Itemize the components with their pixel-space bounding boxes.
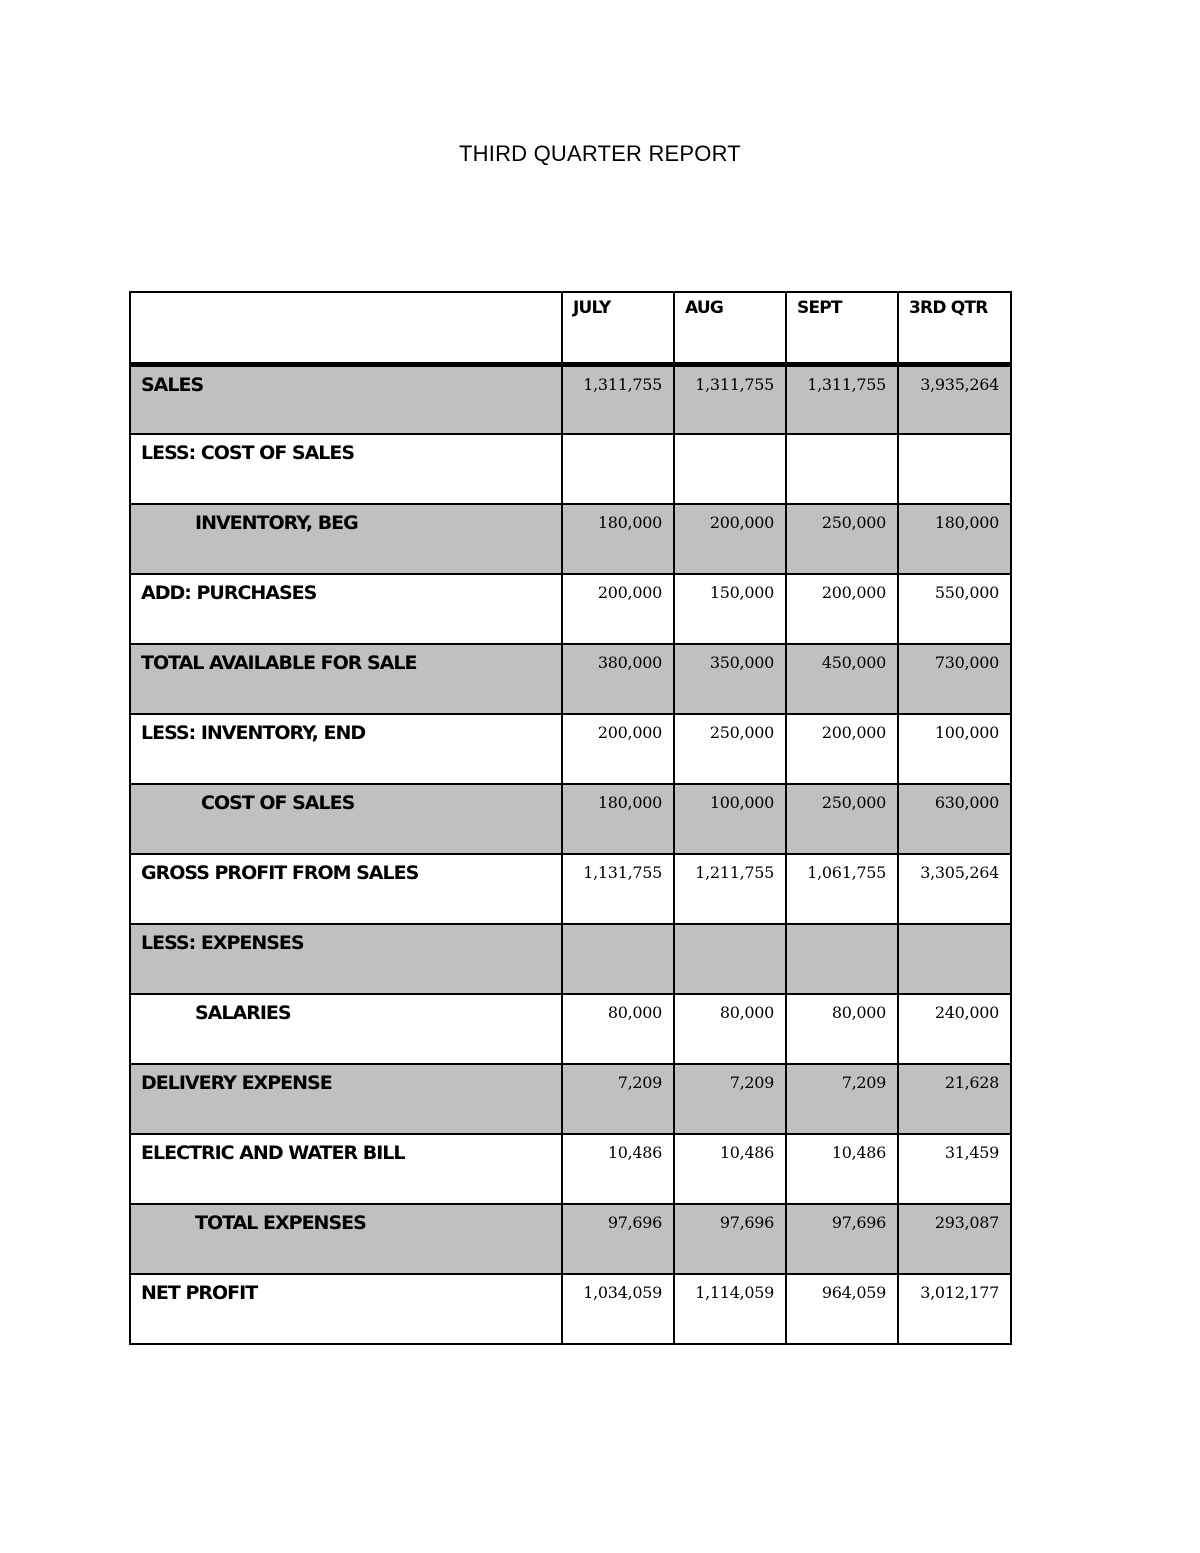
row-label: INVENTORY, BEG xyxy=(130,504,562,574)
row-label: LESS: EXPENSES xyxy=(130,924,562,994)
row-label: TOTAL AVAILABLE FOR SALE xyxy=(130,644,562,714)
row-label: ELECTRIC AND WATER BILL xyxy=(130,1134,562,1204)
row-label: ADD: PURCHASES xyxy=(130,574,562,644)
cell-july: 10,486 xyxy=(562,1134,674,1204)
cell-aug: 80,000 xyxy=(674,994,786,1064)
row-salaries xyxy=(130,994,1011,1064)
cell-3rd-qtr: 550,000 xyxy=(898,574,1011,644)
row-net-profit xyxy=(130,1274,1011,1344)
cell-july: 97,696 xyxy=(562,1204,674,1274)
cell-sept xyxy=(786,434,898,504)
cell-3rd-qtr: 293,087 xyxy=(898,1204,1011,1274)
row-add-purchases xyxy=(130,574,1011,644)
cell-3rd-qtr: 3,012,177 xyxy=(898,1274,1011,1344)
cell-sept: 1,061,755 xyxy=(786,854,898,924)
cell-sept: 97,696 xyxy=(786,1204,898,1274)
row-label: TOTAL EXPENSES xyxy=(130,1204,562,1274)
cell-july xyxy=(562,434,674,504)
header-cell-3rd-qtr: 3RD QTR xyxy=(898,292,1011,364)
cell-sept xyxy=(786,924,898,994)
row-sales xyxy=(130,364,1011,434)
page-title: THIRD QUARTER REPORT xyxy=(459,141,741,166)
cell-sept: 964,059 xyxy=(786,1274,898,1344)
cell-july: 1,034,059 xyxy=(562,1274,674,1344)
cell-july: 180,000 xyxy=(562,784,674,854)
cell-aug: 1,311,755 xyxy=(674,364,786,434)
row-label: NET PROFIT xyxy=(130,1274,562,1344)
header-row xyxy=(130,292,1011,364)
row-less-expenses xyxy=(130,924,1011,994)
cell-sept: 200,000 xyxy=(786,574,898,644)
row-total-expenses xyxy=(130,1204,1011,1274)
header-cell-july: JULY xyxy=(562,292,674,364)
row-cost-of-sales xyxy=(130,784,1011,854)
cell-3rd-qtr: 3,935,264 xyxy=(898,364,1011,434)
cell-aug: 7,209 xyxy=(674,1064,786,1134)
cell-july: 200,000 xyxy=(562,574,674,644)
row-delivery-expense xyxy=(130,1064,1011,1134)
cell-aug: 100,000 xyxy=(674,784,786,854)
row-label: DELIVERY EXPENSE xyxy=(130,1064,562,1134)
cell-july: 80,000 xyxy=(562,994,674,1064)
cell-3rd-qtr: 180,000 xyxy=(898,504,1011,574)
cell-3rd-qtr: 730,000 xyxy=(898,644,1011,714)
cell-sept: 10,486 xyxy=(786,1134,898,1204)
cell-3rd-qtr: 240,000 xyxy=(898,994,1011,1064)
cell-sept: 7,209 xyxy=(786,1064,898,1134)
row-less-cost-of-sales xyxy=(130,434,1011,504)
row-label: SALARIES xyxy=(130,994,562,1064)
row-label: COST OF SALES xyxy=(130,784,562,854)
cell-aug: 350,000 xyxy=(674,644,786,714)
cell-july: 1,131,755 xyxy=(562,854,674,924)
quarter-report-table xyxy=(129,291,1012,1345)
cell-sept: 250,000 xyxy=(786,784,898,854)
row-label: SALES xyxy=(130,364,562,434)
row-total-available-for-sale xyxy=(130,644,1011,714)
cell-3rd-qtr: 3,305,264 xyxy=(898,854,1011,924)
cell-aug: 97,696 xyxy=(674,1204,786,1274)
header-cell-sept: SEPT xyxy=(786,292,898,364)
cell-july: 200,000 xyxy=(562,714,674,784)
cell-aug: 250,000 xyxy=(674,714,786,784)
cell-3rd-qtr: 31,459 xyxy=(898,1134,1011,1204)
row-label: LESS: COST OF SALES xyxy=(130,434,562,504)
row-gross-profit-from-sales xyxy=(130,854,1011,924)
row-label: LESS: INVENTORY, END xyxy=(130,714,562,784)
row-inventory-beg xyxy=(130,504,1011,574)
cell-aug: 1,211,755 xyxy=(674,854,786,924)
header-cell-label xyxy=(130,292,562,364)
cell-3rd-qtr xyxy=(898,434,1011,504)
cell-july: 1,311,755 xyxy=(562,364,674,434)
header-cell-aug: AUG xyxy=(674,292,786,364)
cell-sept: 1,311,755 xyxy=(786,364,898,434)
cell-3rd-qtr: 630,000 xyxy=(898,784,1011,854)
cell-july xyxy=(562,924,674,994)
row-electric-and-water-bill xyxy=(130,1134,1011,1204)
cell-july: 180,000 xyxy=(562,504,674,574)
cell-sept: 80,000 xyxy=(786,994,898,1064)
cell-aug xyxy=(674,924,786,994)
cell-aug: 200,000 xyxy=(674,504,786,574)
row-less-inventory-end xyxy=(130,714,1011,784)
cell-july: 7,209 xyxy=(562,1064,674,1134)
row-label: GROSS PROFIT FROM SALES xyxy=(130,854,562,924)
cell-aug: 1,114,059 xyxy=(674,1274,786,1344)
cell-sept: 250,000 xyxy=(786,504,898,574)
cell-aug: 10,486 xyxy=(674,1134,786,1204)
cell-3rd-qtr xyxy=(898,924,1011,994)
cell-sept: 200,000 xyxy=(786,714,898,784)
cell-3rd-qtr: 21,628 xyxy=(898,1064,1011,1134)
cell-aug xyxy=(674,434,786,504)
cell-aug: 150,000 xyxy=(674,574,786,644)
cell-sept: 450,000 xyxy=(786,644,898,714)
cell-3rd-qtr: 100,000 xyxy=(898,714,1011,784)
cell-july: 380,000 xyxy=(562,644,674,714)
